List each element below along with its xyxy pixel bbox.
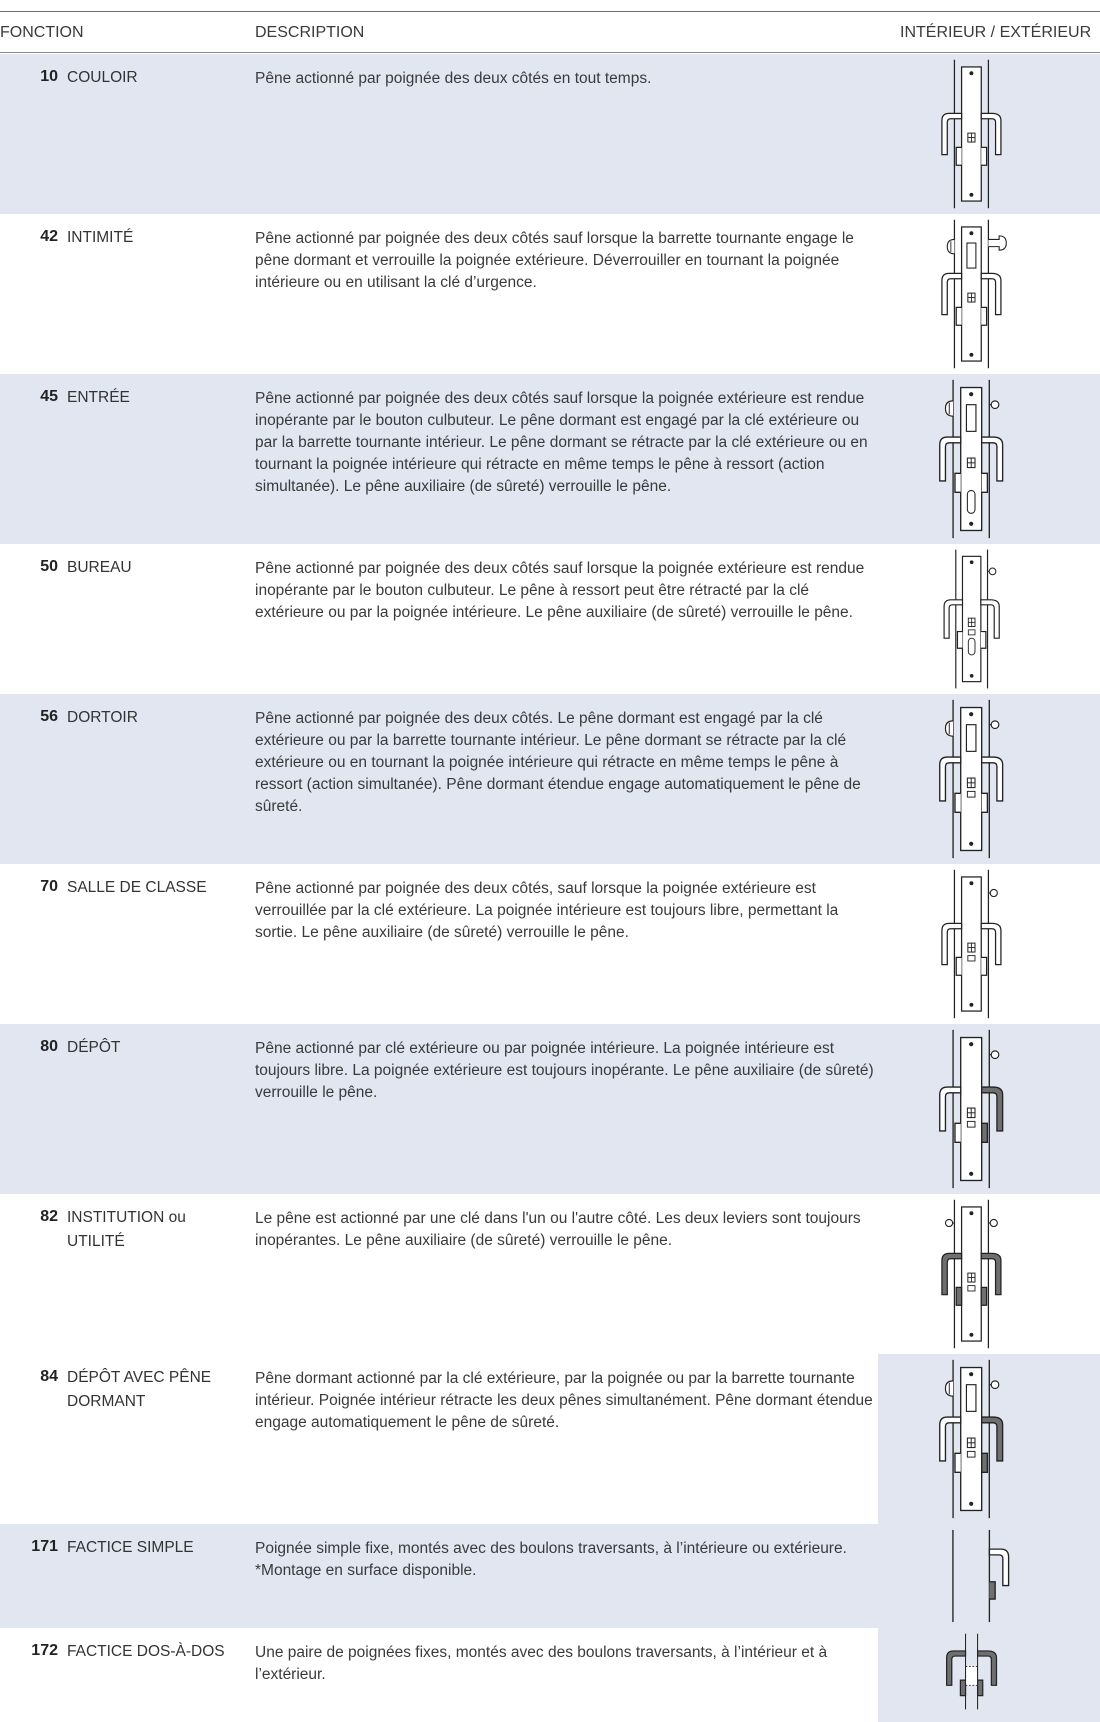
function-name: INTIMITÉ [67,229,134,246]
function-name: FACTICE DOS-À-DOS [67,1643,225,1660]
function-number: 42 [40,228,58,245]
function-description: Pêne actionné par poignée des deux côtés. Le pêne dormant est engagé par la clé extérieure ou par la barrette tournante intérieur. Le pêne dormant se rétracte par la clé extérieure ou en tournant la poignée intérieure qui rétracte en même temps le pêne à ressort (action simultanée). Pêne dormant étendue engage automatiquement le pêne de sûreté. [255,710,861,815]
function-name: COULOIR [67,69,138,86]
function-row [0,54,1100,214]
function-name: INSTITUTION ou UTILITÉ [67,1209,186,1250]
function-description: Pêne dormant actionné par la clé extérieure, par la poignée ou par la barrette tournante intérieur. Poignée intérieur rétracte les deux pênes simultanément. Pêne dormant étendue engage automatiquement le pêne de sûreté. [255,1370,873,1431]
function-description: Pêne actionné par poignée des deux côtés sauf lorsque la poignée extérieure est rendue inopérante par le bouton culbuteur. Le pêne à ressort peut être rétracté par la clé extérieure ou par la poignée intérieure. Le pêne auxiliaire (de sûreté) verrouille le pêne. [255,560,865,621]
entry-lock-diagram [878,374,1100,544]
function-name: DÉPÔT [67,1039,121,1056]
function-description: Pêne actionné par poignée des deux côtés en tout temps. [255,70,652,87]
single-dummy-diagram [878,1524,1100,1628]
function-name: DÉPÔT AVEC PÊNE DORMANT [67,1369,212,1410]
function-number: 172 [31,1642,58,1659]
function-description: Pêne actionné par clé extérieure ou par poignée intérieure. La poignée intérieure est toujours libre. La poignée extérieure est toujours inopérante. Le pêne auxiliaire (de sûreté) verrouille le pêne. [255,1040,874,1101]
office-lock-diagram [878,544,1100,694]
storeroom-lock-diagram [878,1024,1100,1194]
function-description: Pêne actionné par poignée des deux côtés, sauf lorsque la poignée extérieure est verrouillée par la clé extérieure. La poignée intérieure est toujours libre, permettant la sortie. Le pêne auxiliaire (de sûreté) verrouille le pêne. [255,880,839,941]
function-description: Pêne actionné par poignée des deux côtés sauf lorsque la barrette tournante engage le pêne dormant et verrouille la poignée extérieure. Déverrouiller en tournant la poignée intérieure ou en utilisant la clé d’urgence. [255,230,854,291]
function-row [0,374,1100,544]
function-row [0,1628,1100,1722]
function-number: 80 [40,1038,58,1055]
dormitory-lock-diagram [878,694,1100,864]
function-row [0,1524,1100,1628]
function-description: Poignée simple fixe, montés avec des boulons traversants, à l’intérieure ou extérieure. *Montage en surface disponible. [255,1540,847,1579]
function-number: 84 [40,1368,58,1385]
function-row [0,1354,1100,1524]
function-number: 171 [31,1538,58,1555]
function-row [0,694,1100,864]
function-number: 82 [40,1208,58,1225]
double-dummy-diagram [878,1628,1100,1722]
function-row [0,214,1100,374]
hallway-lock-diagram [878,54,1100,214]
function-name: BUREAU [67,559,132,576]
classroom-lock-diagram [878,864,1100,1024]
top-rule [0,11,1100,12]
function-description: Une paire de poignées fixes, montés avec des boulons traversants, à l’intérieur et à l’extérieur. [255,1644,828,1683]
header-interior-exterior: INTÉRIEUR / EXTÉRIEUR [900,24,1092,41]
function-row [0,1024,1100,1194]
function-number: 45 [40,388,58,405]
header-function: FONCTION [0,24,84,41]
function-row [0,1194,1100,1354]
function-name: FACTICE SIMPLE [67,1539,194,1556]
header-rule [0,52,1100,53]
function-number: 10 [40,68,58,85]
storeroom-deadbolt-lock-diagram [878,1354,1100,1524]
function-row [0,544,1100,694]
function-number: 50 [40,558,58,575]
function-row [0,864,1100,1024]
function-number: 70 [40,878,58,895]
function-description: Le pêne est actionné par une clé dans l'un ou l'autre côté. Les deux leviers sont toujours inopérantes. Le pêne auxiliaire (de sûreté) verrouille le pêne. [255,1210,861,1249]
function-name: ENTRÉE [67,389,130,406]
function-description: Pêne actionné par poignée des deux côtés sauf lorsque la poignée extérieure est rendue inopérante par le bouton culbuteur. Le pêne dormant est engagé par la clé extérieure ou par la barrette tournante intérieur. Le pêne dormant se rétracte par la clé extérieure ou en tournant la poignée intérieure qui rétracte en même temps le pêne à ressort (action simultanée). Le pêne auxiliaire (de sûreté) verrouille le pêne. [255,390,868,495]
function-name: DORTOIR [67,709,138,726]
privacy-lock-diagram [878,214,1100,374]
header-description: DESCRIPTION [255,24,365,41]
function-number: 56 [40,708,58,725]
institution-lock-diagram [878,1194,1100,1354]
function-name: SALLE DE CLASSE [67,879,207,896]
